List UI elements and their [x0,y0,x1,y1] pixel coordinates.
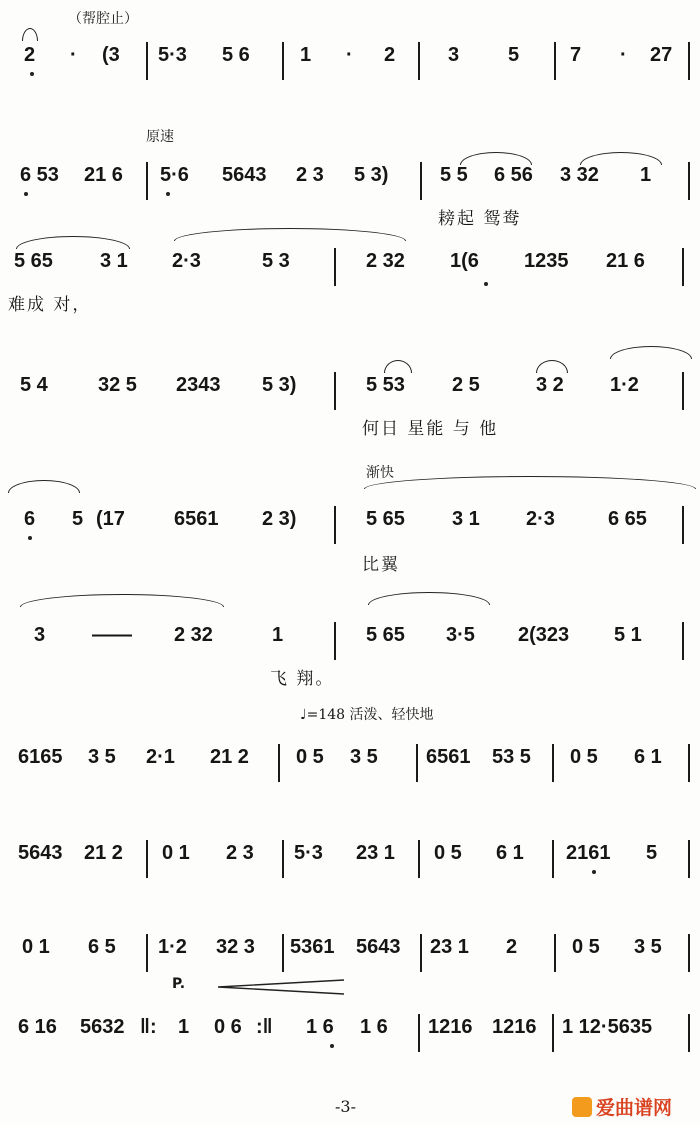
note: 3 5 [88,746,116,768]
lyric-line: 比翼 [362,555,400,575]
line-annotation: 渐快 [366,465,394,481]
note: 5 3) [262,374,297,396]
note: 5 65 [14,250,53,272]
note: 21 2 [84,842,123,864]
octave-dot [28,536,32,540]
note: 1235 [524,250,569,272]
octave-dot [166,192,170,196]
note: 3 5 [634,936,662,958]
note: 3 2 [536,374,564,396]
barline [334,248,336,286]
octave-dot [24,192,28,196]
barline [146,42,148,80]
note: 5 3 [262,250,290,272]
music-note-icon [572,1097,592,1117]
note: 6 53 [20,164,59,186]
barline [420,162,422,200]
slur [368,592,490,605]
note: 5643 [222,164,267,186]
notation-row [0,620,700,660]
slur [610,346,692,359]
barline [682,248,684,286]
note: 1 6 [360,1016,388,1038]
barline [146,840,148,878]
barline [552,840,554,878]
note: · [346,44,353,66]
note: 21 6 [84,164,123,186]
octave-dot [592,870,596,874]
line-annotation: P. [172,976,186,992]
note: 5·3 [158,44,187,66]
note: 7 [570,44,582,66]
note: 6165 [18,746,63,768]
notation-row [0,160,700,200]
note: 3·5 [446,624,475,646]
note: 5·6 [160,164,189,186]
note: 3 [34,624,46,646]
note: 5 53 [366,374,405,396]
notation-row [0,246,700,286]
octave-dot [484,282,488,286]
score-line-3 [0,246,700,326]
note: 2343 [176,374,221,396]
tie [22,28,38,41]
barline [282,840,284,878]
note: 53 5 [492,746,531,768]
note: 5 3) [354,164,389,186]
octave-dot [30,72,34,76]
slur [460,152,532,165]
octave-dot [330,1044,334,1048]
note: 1 [272,624,284,646]
note: 1 [178,1016,190,1038]
barline [334,506,336,544]
note: 32 5 [98,374,137,396]
barline [682,372,684,410]
score-line-6 [0,620,700,700]
note: 2·1 [146,746,175,768]
note: 3 5 [350,746,378,768]
note: 0 1 [162,842,190,864]
note: 21 6 [606,250,645,272]
note: 6 1 [634,746,662,768]
note: 2 32 [174,624,213,646]
note: 5632 [80,1016,125,1038]
note: 1·2 [158,936,187,958]
score-line-2 [0,129,700,240]
note: 6561 [174,508,219,530]
score-line-1 [0,11,700,120]
note: 5 65 [366,508,405,530]
note: 5 4 [20,374,48,396]
note: 2 3 [296,164,324,186]
note: 5 1 [614,624,642,646]
barline [688,840,690,878]
decrescendo-hairpin [216,978,346,996]
note: 3 1 [452,508,480,530]
barline [682,622,684,660]
note: 21 2 [210,746,249,768]
barline [418,42,420,80]
barline [146,934,148,972]
note: 5643 [356,936,401,958]
note: 3 32 [560,164,599,186]
note: 1·2 [610,374,639,396]
note: 0 5 [570,746,598,768]
barline [416,744,418,782]
page-number: -3- [335,1097,356,1116]
barline [682,506,684,544]
note: 2 [506,936,518,958]
notation-row [0,742,700,782]
note: 5 6 [222,44,250,66]
barline [418,840,420,878]
note: (3 [102,44,120,66]
note: 6 16 [18,1016,57,1038]
note: 0 5 [434,842,462,864]
line-annotation: ♩=148 活泼、轻快地 [300,707,434,723]
watermark [572,1093,672,1120]
barline [420,934,422,972]
barline [278,744,280,782]
slur [536,360,568,373]
barline [146,162,148,200]
note: 5361 [290,936,335,958]
note: —— [92,624,132,646]
note: 2 [384,44,396,66]
barline [552,1014,554,1052]
note: 0 5 [296,746,324,768]
note: 2 [24,44,36,66]
score-line-10 [0,976,700,1092]
score-line-4 [0,370,700,450]
note: 5·3 [294,842,323,864]
slur [20,594,224,607]
note: 6 65 [608,508,647,530]
note: 1216 [428,1016,473,1038]
score-line-5 [0,465,700,584]
note: 5 5 [440,164,468,186]
slur [8,480,80,493]
note: 1 6 [306,1016,334,1038]
barline [554,934,556,972]
note: 3 [448,44,460,66]
barline [688,744,690,782]
notation-row [0,1012,700,1052]
line-annotation: （帮腔止） [68,11,138,27]
barline [688,162,690,200]
repeat-end: :‖ [256,1016,273,1038]
note: 5643 [18,842,63,864]
lyric-line: 飞 翔。 [270,669,335,689]
note: 2(323 [518,624,570,646]
slur [384,360,412,373]
note: 1 12·5635 [562,1016,653,1038]
barline [334,622,336,660]
note: 3 1 [100,250,128,272]
note: 2·3 [172,250,201,272]
note: 5 65 [366,624,405,646]
note: 5 [646,842,658,864]
score-line-8 [0,838,700,918]
note: · [70,44,77,66]
barline [554,42,556,80]
note: 2·3 [526,508,555,530]
note: 2 3 [226,842,254,864]
barline [334,372,336,410]
note: 6561 [426,746,471,768]
barline [552,744,554,782]
score-line-9 [0,932,700,1012]
note: 5 [72,508,84,530]
note: 6 [24,508,36,530]
score-line-7 [0,707,700,822]
notation-row [0,504,700,544]
notation-row [0,932,700,972]
note: 23 1 [430,936,469,958]
lyric-line: 难成 对， [8,295,92,315]
slur [580,152,662,165]
note: 1 [640,164,652,186]
note: 0 5 [572,936,600,958]
barline [282,934,284,972]
note: · [620,44,627,66]
barline [688,934,690,972]
note: 2 5 [452,374,480,396]
notation-row [0,370,700,410]
note: 5 [508,44,520,66]
lyric-line: 何日 星能 与 他 [362,419,499,439]
note: 2 3) [262,508,297,530]
note: 2 32 [366,250,405,272]
note: 27 [650,44,673,66]
barline [418,1014,420,1052]
barline [688,42,690,80]
note: (17 [96,508,125,530]
barline [282,42,284,80]
notation-row [0,40,700,80]
repeat-start: ‖: [140,1016,157,1038]
lyric-line: 耪起 鸳鸯 [438,209,522,229]
note: 1 [300,44,312,66]
note: 2161 [566,842,611,864]
note: 23 1 [356,842,395,864]
note: 6 56 [494,164,533,186]
note: 32 3 [216,936,255,958]
note: 0 1 [22,936,50,958]
watermark-text: 爱曲谱网 [596,1097,673,1119]
barline [688,1014,690,1052]
line-annotation: 原速 [146,129,174,145]
note: 6 1 [496,842,524,864]
note: 1(6 [450,250,479,272]
slur [364,476,696,489]
note: 6 5 [88,936,116,958]
note: 0 6 [214,1016,242,1038]
note: 1216 [492,1016,537,1038]
